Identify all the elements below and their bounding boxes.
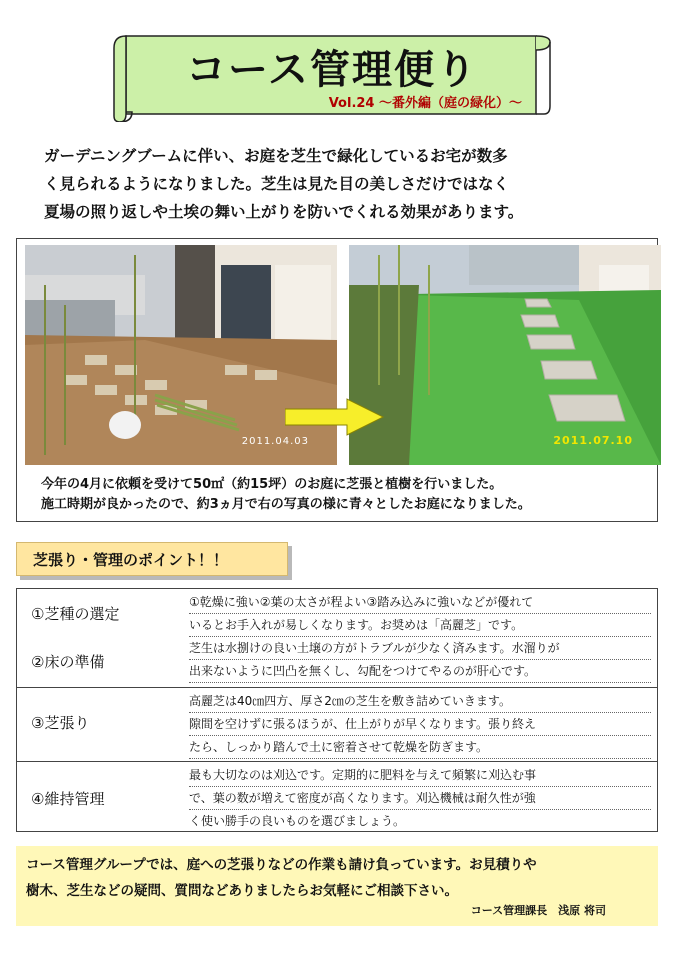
intro-paragraph <box>44 142 654 226</box>
point-label: ②床の準備 <box>31 653 105 671</box>
signature: コース管理課長 浅原 将司 <box>470 904 606 917</box>
points-block-install <box>17 687 657 762</box>
arrow-right-icon <box>285 397 385 437</box>
page-title: コース管理便り <box>186 47 478 93</box>
point-line: 芝生は水捌けの良い土壌の方がトラブルが少なく済みます。水溜りが <box>189 637 651 660</box>
point-line: いるとお手入れが易しくなります。お奨めは「高麗芝」です。 <box>189 614 651 637</box>
point-line: で、葉の数が増えて密度が高くなります。刈込機械は耐久性が強 <box>189 787 651 810</box>
point-label: ④維持管理 <box>31 790 105 808</box>
intro-line: く見られるようになりました。芝生は見た目の美しさだけではなく <box>44 175 510 193</box>
point-label: ③芝張り <box>31 714 90 732</box>
intro-line: 夏場の照り返しや土埃の舞い上がりを防いでくれる効果があります。 <box>44 203 524 221</box>
caption-line: 施工時期が良かったので、約3ヵ月で右の写真の様に青々としたお庭になりました。 <box>41 497 531 512</box>
point-line: たら、しっかり踏んで土に密着させて乾燥を防ぎます。 <box>189 736 651 759</box>
contact-line: コース管理グループでは、庭への芝張りなどの作業も請け負っています。お見積りや <box>26 857 537 873</box>
photo-caption <box>41 475 651 515</box>
point-line: 高麗芝は40㎝四方、厚さ2㎝の芝生を敷き詰めていきます。 <box>189 690 651 713</box>
title-banner <box>112 30 552 122</box>
point-line: 出来ないように凹凸を無くし、勾配をつけてやるのが肝心です。 <box>189 660 651 683</box>
issue-subtitle: Vol.24 ～番外編（庭の緑化）～ <box>328 96 522 111</box>
points-block-maintenance <box>17 761 657 832</box>
after-photo <box>349 245 661 465</box>
point-line: 隙間を空けずに張るほうが、仕上がりが早くなります。張り終え <box>189 713 651 736</box>
points-block-prep <box>17 589 657 687</box>
contact-line: 樹木、芝生などの疑問、質問などありましたらお気軽にご相談下さい。 <box>26 883 458 899</box>
photo-box <box>16 238 658 522</box>
contact-text <box>26 852 650 904</box>
contact-box <box>16 846 658 926</box>
intro-line: ガーデニングブームに伴い、お庭を芝生で緑化しているお宅が数多 <box>44 147 508 165</box>
points-table <box>16 588 658 832</box>
point-line: ①乾燥に強い②葉の太さが程よい③踏み込みに強いなどが優れて <box>189 591 651 614</box>
point-label: ①芝種の選定 <box>31 605 120 623</box>
point-line: く使い勝手の良いものを選びましょう。 <box>189 814 406 828</box>
point-line: 最も大切なのは刈込です。定期的に肥料を与えて頻繁に刈込む事 <box>189 764 651 787</box>
photo-date: 2011.07.10 <box>553 434 633 447</box>
caption-line: 今年の4月に依頼を受けて50㎡（約15坪）のお庭に芝張と植樹を行いました。 <box>41 477 503 492</box>
photo-date: 2011.04.03 <box>241 436 309 447</box>
points-heading: 芝張り・管理のポイント！！ <box>16 542 288 576</box>
